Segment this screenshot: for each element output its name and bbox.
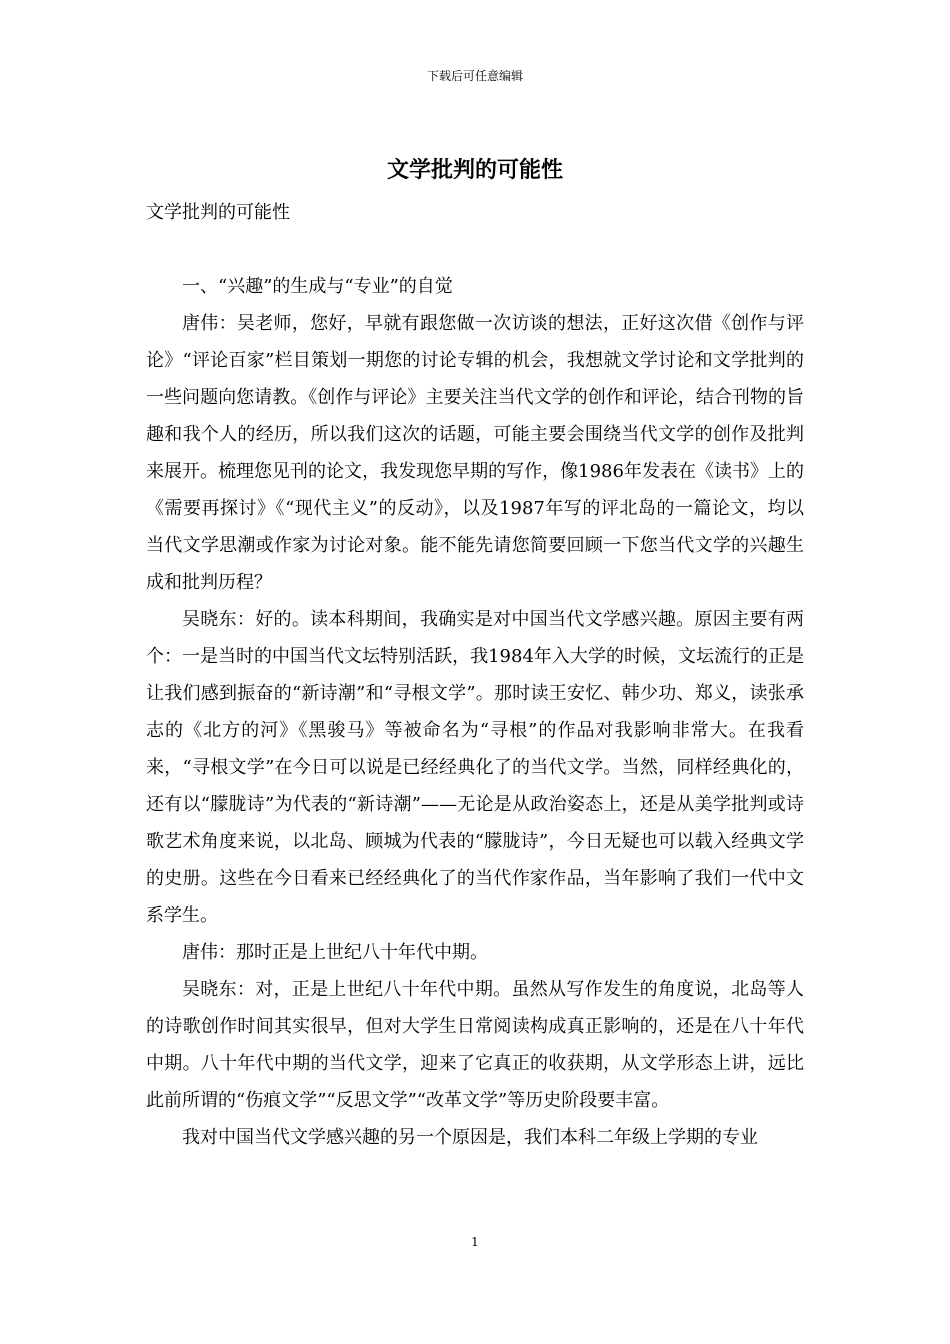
page-header-note: 下载后可任意编辑: [426, 69, 523, 83]
document-body: [146, 194, 804, 1156]
document-title: 文学批判的可能性: [386, 157, 563, 183]
paragraph: 唐伟：吴老师，您好，早就有跟您做一次访谈的想法，正好这次借《创作与评论》“评论百家”栏目策划一期您的讨论专辑的机会，我想就文学讨论和文学批判的一些问题向您请教。《创作与评论》主要关注当代文学的创作和评论，结合刊物的旨趣和我个人的经历，所以我们这次的话题，可能主要会围绕当代文学的创作及批判来展开。梳理您见刊的论文，我发现您早期的写作，像1986年发表在《读书》上的《需要再探讨》《“现代主义”的反动》，以及1987年写的评北岛的一篇论文，均以当代文学思潮或作家为讨论对象。能不能先请您简要回顾一下您当代文学的兴趣生成和批判历程？: [146, 313, 804, 593]
paragraph: 吴晓东：对，正是上世纪八十年代中期。虽然从写作发生的角度说，北岛等人的诗歌创作时间其实很早，但对大学生日常阅读构成真正影响的，还是在八十年代中期。八十年代中期的当代文学，迎来了它真正的收获期，从文学形态上讲，远比此前所谓的“伤痕文学”“反思文学”“改革文学”等历史阶段要丰富。: [146, 979, 804, 1111]
blank-line: [146, 231, 804, 268]
paragraph: 我对中国当代文学感兴趣的另一个原因是，我们本科二年级上学期的专业: [182, 1127, 758, 1148]
document-subtitle: 文学批判的可能性: [146, 202, 290, 223]
paragraph: 唐伟：那时正是上世纪八十年代中期。: [182, 942, 488, 963]
section-heading: 一、“兴趣”的生成与“专业”的自觉: [182, 276, 453, 297]
paragraph: 吴晓东：好的。读本科期间，我确实是对中国当代文学感兴趣。原因主要有两个：一是当时的中国当代文坛特别活跃，我1984年入大学的时候，文坛流行的正是让我们感到振奋的“新诗潮”和“寻根文学”。那时读王安忆、韩少功、郑义，读张承志的《北方的河》《黑骏马》等被命名为“寻根”的作品对我影响非常大。在我看来，“寻根文学”在今日可以说是已经经典化了的当代文学。当然，同样经典化的，还有以“朦胧诗”为代表的“新诗潮”——无论是从政治姿态上，还是从美学批判或诗歌艺术角度来说，以北岛、顾城为代表的“朦胧诗”，今日无疑也可以载入经典文学的史册。这些在今日看来已经经典化了的当代作家作品，当年影响了我们一代中文系学生。: [146, 609, 804, 926]
page-number: 1: [471, 1235, 479, 1249]
